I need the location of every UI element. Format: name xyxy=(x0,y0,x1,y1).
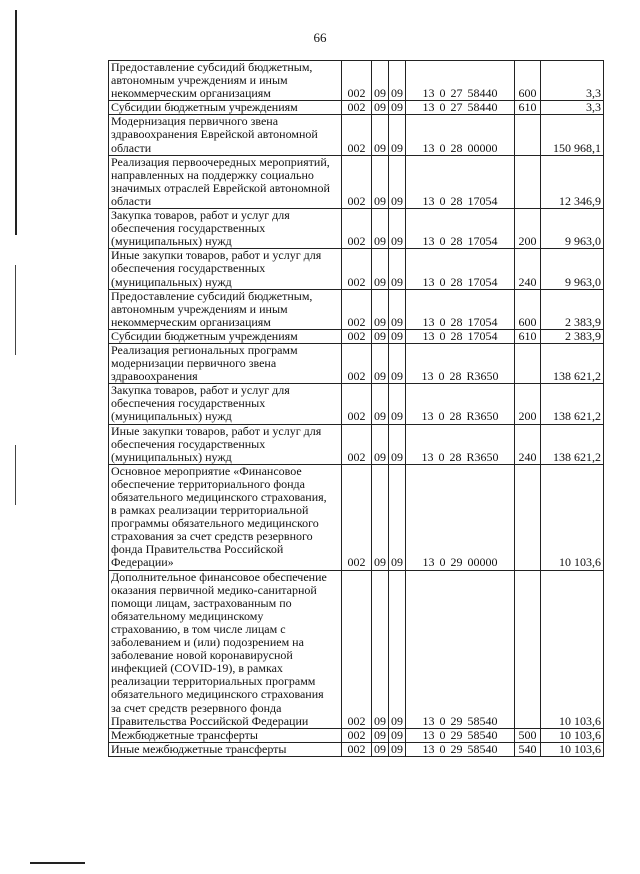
code-part: 0 xyxy=(439,713,446,728)
code-part: 29 xyxy=(450,555,463,570)
ved-code: 002 xyxy=(342,343,372,383)
pr-code: 09 xyxy=(389,101,406,115)
code-part: 0 xyxy=(439,86,446,101)
code-part: 13 xyxy=(422,741,435,756)
pr-code: 09 xyxy=(389,464,406,570)
amount-value: 3,3 xyxy=(541,101,604,115)
rz-code: 09 xyxy=(372,155,389,208)
code-part: 0 xyxy=(439,328,446,343)
expense-type-code: 240 xyxy=(515,424,541,464)
rz-code: 09 xyxy=(372,570,389,728)
amount-value: 2 383,9 xyxy=(541,329,604,343)
target-article-code xyxy=(406,209,515,249)
code-part: 0 xyxy=(439,234,446,249)
code-part: 28 xyxy=(450,140,463,155)
row-description: Субсидии бюджетным учреждениям xyxy=(109,101,342,115)
pr-code: 09 xyxy=(389,728,406,742)
target-article-code xyxy=(406,464,515,570)
ved-code: 002 xyxy=(342,329,372,343)
row-description: Основное мероприятие «Финансовое обеспечение территориального фонда обязательного медицинского страхования, в рамках реализации территориальной программы обязательного медицинского страхования за счет средств резервного фонда Правительства Российской Федерации» xyxy=(109,464,342,570)
code-part: 0 xyxy=(439,314,446,329)
expense-type-code: 540 xyxy=(515,742,541,756)
code-part: 58440 xyxy=(467,100,498,115)
rz-code: 09 xyxy=(372,101,389,115)
table-row xyxy=(109,464,604,570)
code-part: 29 xyxy=(450,741,463,756)
expense-type-code: 610 xyxy=(515,101,541,115)
expense-type-code: 600 xyxy=(515,289,541,329)
ved-code: 002 xyxy=(342,728,372,742)
code-part: 17054 xyxy=(467,328,498,343)
amount-value: 9 963,0 xyxy=(541,209,604,249)
amount-value: 2 383,9 xyxy=(541,289,604,329)
rz-code: 09 xyxy=(372,424,389,464)
table-row xyxy=(109,101,604,115)
pr-code: 09 xyxy=(389,249,406,289)
target-article-code xyxy=(406,424,515,464)
code-part: 58540 xyxy=(467,713,498,728)
pr-code: 09 xyxy=(389,384,406,424)
row-description: Реализация первоочередных мероприятий, направленных на поддержку социально значимых отраслей Еврейской автономной области xyxy=(109,155,342,208)
table-row xyxy=(109,384,604,424)
pr-code: 09 xyxy=(389,742,406,756)
code-part: 17054 xyxy=(467,314,498,329)
code-part: 13 xyxy=(422,100,435,115)
ved-code: 002 xyxy=(342,249,372,289)
pr-code: 09 xyxy=(389,424,406,464)
code-part: 13 xyxy=(422,86,435,101)
row-description: Реализация региональных программ модернизации первичного звена здравоохранения xyxy=(109,343,342,383)
row-description: Субсидии бюджетным учреждениям xyxy=(109,329,342,343)
expense-type-code: 240 xyxy=(515,249,541,289)
code-part: 13 xyxy=(421,369,434,384)
amount-value: 9 963,0 xyxy=(541,249,604,289)
code-part: 0 xyxy=(439,100,446,115)
code-part: R3650 xyxy=(466,369,499,384)
table-row xyxy=(109,728,604,742)
code-part: 0 xyxy=(438,449,445,464)
target-article-code xyxy=(406,155,515,208)
pr-code: 09 xyxy=(389,289,406,329)
target-article-code xyxy=(406,329,515,343)
target-article-code xyxy=(406,570,515,728)
row-description: Иные межбюджетные трансферты xyxy=(109,742,342,756)
pr-code: 09 xyxy=(389,209,406,249)
code-part: 27 xyxy=(450,86,463,101)
code-part: 29 xyxy=(450,713,463,728)
code-part: R3650 xyxy=(466,409,499,424)
amount-value: 10 103,6 xyxy=(541,464,604,570)
code-part: 13 xyxy=(422,727,435,742)
page-number: 66 xyxy=(313,30,327,45)
pr-code: 09 xyxy=(389,115,406,155)
rz-code: 09 xyxy=(372,742,389,756)
footer-rule xyxy=(30,862,85,864)
code-part: 28 xyxy=(450,234,463,249)
code-part: 28 xyxy=(450,328,463,343)
code-part: 28 xyxy=(450,193,463,208)
rz-code: 09 xyxy=(372,209,389,249)
rz-code: 09 xyxy=(372,115,389,155)
code-part: 28 xyxy=(449,449,462,464)
expense-type-code xyxy=(515,155,541,208)
ved-code: 002 xyxy=(342,464,372,570)
table-row xyxy=(109,742,604,756)
rz-code: 09 xyxy=(372,343,389,383)
code-part: 13 xyxy=(422,234,435,249)
table-row xyxy=(109,61,604,101)
row-description: Иные закупки товаров, работ и услуг для обеспечения государственных (муниципальных) нужд xyxy=(109,249,342,289)
table-row xyxy=(109,329,604,343)
table-row xyxy=(109,424,604,464)
target-article-code xyxy=(406,249,515,289)
rz-code: 09 xyxy=(372,384,389,424)
code-part: 0 xyxy=(439,555,446,570)
expense-type-code xyxy=(515,570,541,728)
table-row xyxy=(109,155,604,208)
code-part: 17054 xyxy=(467,193,498,208)
code-part: 13 xyxy=(422,713,435,728)
rz-code: 09 xyxy=(372,249,389,289)
code-part: 17054 xyxy=(467,234,498,249)
code-part: 28 xyxy=(449,409,462,424)
amount-value: 138 621,2 xyxy=(541,343,604,383)
amount-value: 138 621,2 xyxy=(541,424,604,464)
code-part: 0 xyxy=(439,193,446,208)
row-description: Модернизация первичного звена здравоохранения Еврейской автономной области xyxy=(109,115,342,155)
code-part: 0 xyxy=(439,140,446,155)
code-part: 0 xyxy=(438,369,445,384)
target-article-code xyxy=(406,384,515,424)
code-part: 58440 xyxy=(467,86,498,101)
table-row xyxy=(109,343,604,383)
table-row xyxy=(109,570,604,728)
code-part: 13 xyxy=(422,274,435,289)
ved-code: 002 xyxy=(342,61,372,101)
table-row xyxy=(109,289,604,329)
row-description: Дополнительное финансовое обеспечение оказания первичной медико-санитарной помощи лицам, застрахованным по обязательному медицинскому страхованию, в том числе лицам с заболеванием и (или) подозрением на заболевание новой коронавирусной инфекцией (COVID-19), в рамках реализации территориальных программ обязательного медицинского страхования за счет средств резервного фонда Правительства Российской Федерации xyxy=(109,570,342,728)
code-part: 00000 xyxy=(467,140,498,155)
code-part: 13 xyxy=(421,409,434,424)
expense-type-code: 500 xyxy=(515,728,541,742)
amount-value: 10 103,6 xyxy=(541,742,604,756)
expense-type-code xyxy=(515,343,541,383)
code-part: 0 xyxy=(438,409,445,424)
expense-type-code: 600 xyxy=(515,61,541,101)
margin-rule xyxy=(15,10,17,235)
expense-type-code: 200 xyxy=(515,209,541,249)
expense-type-code xyxy=(515,464,541,570)
code-part: 13 xyxy=(422,314,435,329)
pr-code: 09 xyxy=(389,329,406,343)
rz-code: 09 xyxy=(372,289,389,329)
code-part: 29 xyxy=(450,727,463,742)
expense-type-code: 610 xyxy=(515,329,541,343)
pr-code: 09 xyxy=(389,155,406,208)
ved-code: 002 xyxy=(342,101,372,115)
pr-code: 09 xyxy=(389,570,406,728)
target-article-code xyxy=(406,101,515,115)
pr-code: 09 xyxy=(389,61,406,101)
ved-code: 002 xyxy=(342,424,372,464)
ved-code: 002 xyxy=(342,115,372,155)
row-description: Иные закупки товаров, работ и услуг для обеспечения государственных (муниципальных) нужд xyxy=(109,424,342,464)
code-part: 58540 xyxy=(467,727,498,742)
amount-value: 10 103,6 xyxy=(541,570,604,728)
ved-code: 002 xyxy=(342,209,372,249)
amount-value: 3,3 xyxy=(541,61,604,101)
rz-code: 09 xyxy=(372,329,389,343)
table-row xyxy=(109,209,604,249)
target-article-code xyxy=(406,343,515,383)
row-description: Предоставление субсидий бюджетным, автономным учреждениям и иным некоммерческим организациям xyxy=(109,289,342,329)
ved-code: 002 xyxy=(342,384,372,424)
ved-code: 002 xyxy=(342,155,372,208)
code-part: 00000 xyxy=(467,555,498,570)
rz-code: 09 xyxy=(372,728,389,742)
table-row xyxy=(109,249,604,289)
code-part: 28 xyxy=(450,314,463,329)
rz-code: 09 xyxy=(372,61,389,101)
code-part: 13 xyxy=(421,449,434,464)
code-part: 13 xyxy=(422,140,435,155)
expense-type-code xyxy=(515,115,541,155)
code-part: 28 xyxy=(449,369,462,384)
row-description: Закупка товаров, работ и услуг для обеспечения государственных (муниципальных) нужд xyxy=(109,209,342,249)
code-part: 0 xyxy=(439,727,446,742)
row-description: Межбюджетные трансферты xyxy=(109,728,342,742)
ved-code: 002 xyxy=(342,742,372,756)
code-part: 27 xyxy=(450,100,463,115)
code-part: 28 xyxy=(450,274,463,289)
code-part: 13 xyxy=(422,193,435,208)
code-part: 58540 xyxy=(467,741,498,756)
amount-value: 10 103,6 xyxy=(541,728,604,742)
ved-code: 002 xyxy=(342,570,372,728)
code-part: 17054 xyxy=(467,274,498,289)
code-part: 13 xyxy=(422,328,435,343)
row-description: Предоставление субсидий бюджетным, автономным учреждениям и иным некоммерческим организациям xyxy=(109,61,342,101)
margin-rule xyxy=(15,445,16,505)
code-part: 0 xyxy=(439,274,446,289)
margin-rule xyxy=(15,265,16,355)
target-article-code xyxy=(406,115,515,155)
budget-table xyxy=(108,60,604,757)
target-article-code xyxy=(406,289,515,329)
code-part: R3650 xyxy=(466,449,499,464)
target-article-code xyxy=(406,61,515,101)
amount-value: 138 621,2 xyxy=(541,384,604,424)
row-description: Закупка товаров, работ и услуг для обеспечения государственных (муниципальных) нужд xyxy=(109,384,342,424)
pr-code: 09 xyxy=(389,343,406,383)
target-article-code xyxy=(406,742,515,756)
target-article-code xyxy=(406,728,515,742)
table-row xyxy=(109,115,604,155)
expense-type-code: 200 xyxy=(515,384,541,424)
amount-value: 12 346,9 xyxy=(541,155,604,208)
code-part: 0 xyxy=(439,741,446,756)
rz-code: 09 xyxy=(372,464,389,570)
ved-code: 002 xyxy=(342,289,372,329)
code-part: 13 xyxy=(422,555,435,570)
amount-value: 150 968,1 xyxy=(541,115,604,155)
